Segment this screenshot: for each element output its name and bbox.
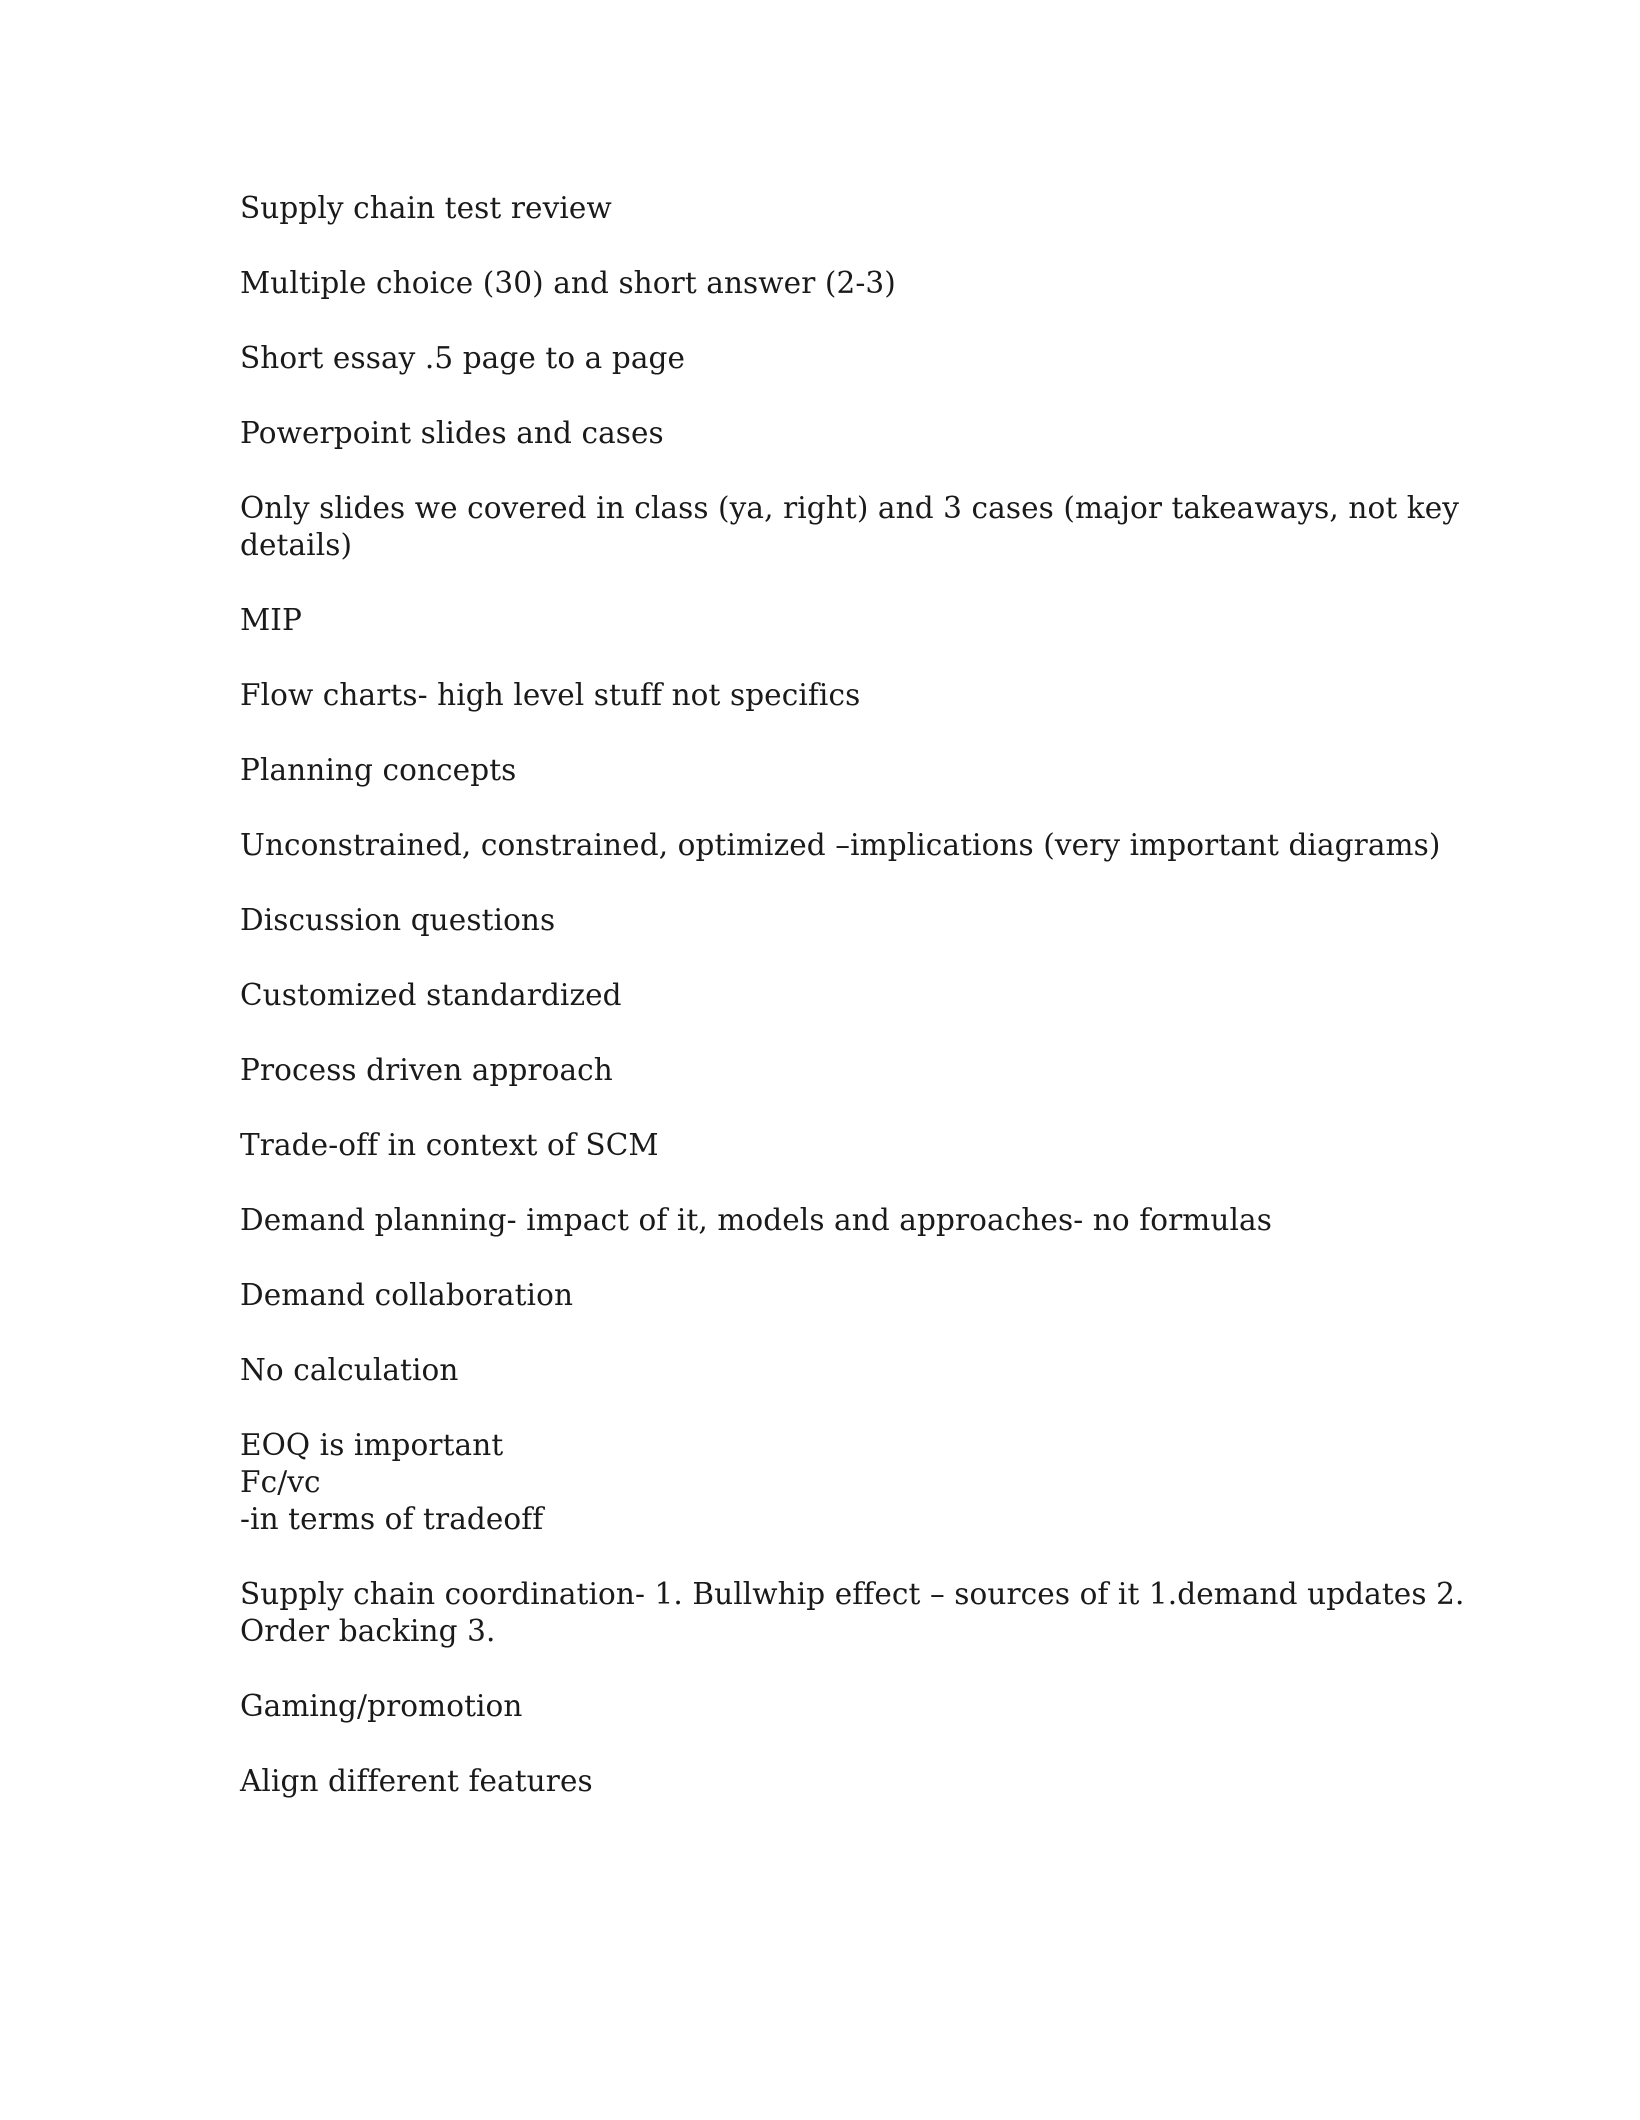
paragraph-line: Multiple choice (30) and short answer (2-3): [240, 266, 896, 300]
paragraph-line: Align different features: [240, 1764, 593, 1798]
paragraph: [240, 677, 1390, 714]
paragraph: [240, 265, 1390, 302]
paragraph-line: Powerpoint slides and cases: [240, 416, 664, 450]
paragraph: [240, 415, 1390, 452]
paragraph: [240, 752, 1390, 789]
paragraph-line: Order backing 3.: [240, 1614, 496, 1648]
paragraph-line: Discussion questions: [240, 903, 556, 937]
paragraph-line: -in terms of tradeoff: [240, 1502, 544, 1536]
paragraph: [240, 1202, 1390, 1239]
paragraph: [240, 602, 1390, 639]
paragraph-line: EOQ is important: [240, 1428, 504, 1462]
paragraph: [240, 1052, 1390, 1089]
paragraph: [240, 1763, 1390, 1800]
paragraph-line: Supply chain coordination- 1. Bullwhip effect – sources of it 1.demand updates 2.: [240, 1577, 1465, 1611]
paragraph-line: Customized standardized: [240, 978, 622, 1012]
paragraph-line: Short essay .5 page to a page: [240, 341, 686, 375]
paragraph: [240, 340, 1390, 377]
paragraph: [240, 1688, 1390, 1725]
paragraph-line: Flow charts- high level stuff not specifics: [240, 678, 861, 712]
paragraph-line: Process driven approach: [240, 1053, 613, 1087]
paragraph-line: Only slides we covered in class (ya, right) and 3 cases (major takeaways, not key: [240, 491, 1460, 525]
paragraph-line: details): [240, 528, 353, 562]
document-body: [240, 190, 1465, 1838]
paragraph-line: MIP: [240, 603, 303, 637]
paragraph-line: Demand planning- impact of it, models and approaches- no formulas: [240, 1203, 1272, 1237]
paragraph-line: Unconstrained, constrained, optimized –implications (very important diagrams): [240, 828, 1441, 862]
paragraph-line: Trade-off in context of SCM: [240, 1128, 659, 1162]
paragraph-line: No calculation: [240, 1353, 459, 1387]
paragraph: [240, 1127, 1390, 1164]
paragraph: [240, 490, 1460, 564]
paragraph-line: Fc/vc: [240, 1465, 321, 1499]
paragraph: [240, 977, 1390, 1014]
paragraph-line: Gaming/promotion: [240, 1689, 523, 1723]
paragraph-title: [240, 190, 1390, 227]
paragraph: [240, 827, 1441, 864]
paragraph: [240, 1427, 1390, 1538]
paragraph: [240, 1352, 1390, 1389]
paragraph: [240, 1277, 1390, 1314]
paragraph-line: Supply chain test review: [240, 191, 612, 225]
paragraph: [240, 902, 1390, 939]
paragraph-line: Planning concepts: [240, 753, 517, 787]
paragraph: [240, 1576, 1465, 1650]
paragraph-line: Demand collaboration: [240, 1278, 574, 1312]
